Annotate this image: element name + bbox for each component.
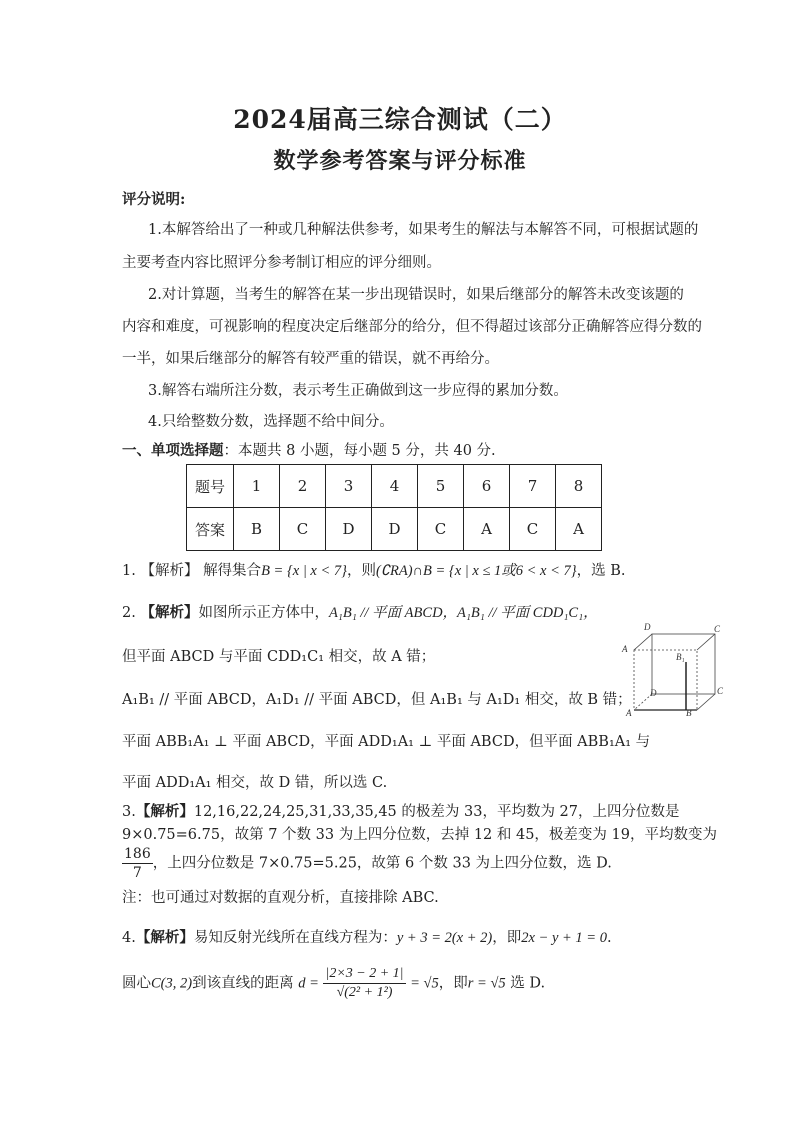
q4-equation-2: 2x − y + 1 = 0: [521, 930, 607, 946]
table-cell-number: 7: [510, 465, 556, 508]
note-2-line-2: 内容和难度，可视影响的程度决定后继部分的给分，但不得超过该部分正确解答应得分数的: [122, 319, 702, 335]
cube-face-front-dashed: [634, 650, 697, 710]
q4-line-2: [122, 965, 545, 1002]
page-subtitle: 数学参考答案与评分标准: [273, 148, 527, 174]
table-header-number: 题号: [187, 465, 234, 508]
table-header-answer: 答案: [187, 508, 234, 551]
cube-label-a: A: [626, 708, 632, 718]
q4-tag: 【解析】: [135, 929, 194, 946]
q1-solution: [122, 561, 625, 581]
q4-line-2-text-a: 圆心: [122, 975, 151, 992]
cube-edge: [697, 634, 715, 650]
q4-d-rhs: = √5: [410, 975, 439, 992]
q4-distance-denominator: √(2² + 1²): [336, 985, 393, 1000]
q3-line-1-text: 12,16,22,24,25,31,33,35,45 的极差为 33，平均数为 27，上四分位数是: [193, 804, 680, 820]
cube-diagram: [620, 622, 730, 722]
answer-table: [186, 464, 602, 551]
q4-r-equation: r = √5: [467, 975, 506, 992]
table-cell-answer: A: [464, 508, 510, 551]
q1-text-3: ，选 B.: [576, 563, 626, 579]
q4-distance-fraction: [323, 965, 405, 1002]
q2-tag: 【解析】: [140, 604, 199, 621]
table-cell-answer: D: [372, 508, 418, 551]
q4-d-lhs: d =: [298, 975, 319, 992]
note-1-line-2: 主要考查内容比照评分参考制订相应的评分细则。: [122, 255, 441, 271]
section-1-heading: [122, 441, 496, 461]
note-2-line-1: 2.对计算题，当考生的解答在某一步出现错误时，如果后继部分的解答未改变该题的: [148, 287, 684, 303]
q3-note: 注：也可通过对数据的直观分析，直接排除 ABC.: [122, 890, 439, 906]
table-cell-answer: C: [510, 508, 556, 551]
table-cell-answer: D: [326, 508, 372, 551]
cube-label-d: D: [650, 688, 657, 698]
q4-center: C(3, 2): [151, 975, 193, 992]
table-cell-number: 6: [464, 465, 510, 508]
cube-label-c1: C: [714, 624, 721, 634]
q3-line-2: 9×0.75=6.75，故第 7 个数 33 为上四分位数，去掉 12 和 45，极差变为 19，平均数变为: [122, 827, 717, 843]
q1-tag: 【解析】: [140, 563, 199, 579]
cube-label-a1: A: [622, 644, 628, 654]
cube-face-back: [652, 634, 715, 694]
table-cell-answer: B: [234, 508, 280, 551]
answer-table-row-answers: [187, 508, 602, 551]
table-cell-number: 8: [556, 465, 602, 508]
q4-number: 4.: [122, 930, 136, 946]
cube-figure: [620, 622, 730, 722]
q1-set-b: B = {x | x < 7}: [261, 563, 347, 579]
cube-label-b: B: [686, 708, 692, 718]
q3-line-3: [122, 845, 612, 882]
q2-line-1-math: A₁B₁ // 平面 ABCD，A₁B₁ // 平面 CDD₁C₁，: [328, 605, 598, 621]
note-3: 3.解答右端所注分数，表示考生正确做到这一步应得的累加分数。: [148, 383, 568, 399]
table-cell-answer: A: [556, 508, 602, 551]
q4-line-2-text-c: ，即: [438, 975, 468, 992]
note-2-line-3: 一半，如果后继部分的解答有较严重的错误，就不再给分。: [122, 351, 499, 367]
cube-edge: [697, 694, 715, 710]
q2-line-5: 平面 ADD₁A₁ 相交，故 D 错，所以选 C.: [122, 775, 388, 791]
table-cell-number: 3: [326, 465, 372, 508]
cube-label-b1: B₁: [676, 652, 685, 662]
q3-fraction-denominator: 7: [132, 865, 142, 881]
table-cell-number: 5: [418, 465, 464, 508]
cube-label-d1: D: [644, 622, 651, 632]
q2-line-1-text: 如图所示正方体中，: [198, 605, 329, 621]
q3-line-3-text: ，上四分位数是 7×0.75=5.25，故第 6 个数 33 为上四分位数，选 D.: [152, 855, 612, 872]
q4-line-1-text-a: 易知反射光线所在直线方程为：: [193, 930, 397, 946]
q4-line-2-text-b: 到该直线的距离: [192, 975, 294, 992]
q3-fraction: [122, 845, 153, 882]
q1-text-2: ，则: [346, 563, 376, 579]
table-cell-number: 2: [280, 465, 326, 508]
note-4: 4.只给整数分数，选择题不给中间分。: [148, 414, 394, 430]
cube-edge: [634, 634, 652, 650]
section-1-desc: ：本题共 8 小题，每小题 5 分，共 40 分.: [223, 443, 496, 459]
q2-line-3: A₁B₁ // 平面 ABCD，A₁D₁ // 平面 ABCD，但 A₁B₁ 与 A₁D₁ 相交，故 B 错；: [122, 692, 632, 708]
q2-line-2: 但平面 ABCD 与平面 CDD₁C₁ 相交，故 A 错；: [122, 649, 436, 665]
q1-text-1: 解得集合: [203, 563, 262, 579]
section-1-title: 一、单项选择题: [122, 442, 224, 459]
q3-fraction-numerator: 186: [124, 846, 151, 862]
answer-table-row-numbers: [187, 465, 602, 508]
q3-line-1: [122, 802, 680, 822]
q4-line-1: [122, 928, 612, 948]
q1-number: 1.: [122, 563, 136, 579]
q3-number: 3.: [122, 804, 136, 820]
notes-heading: 评分说明:: [122, 191, 186, 208]
table-cell-number: 4: [372, 465, 418, 508]
q3-tag: 【解析】: [135, 803, 194, 820]
q4-line-1-text-b: ，即: [492, 930, 522, 946]
table-cell-number: 1: [234, 465, 280, 508]
table-cell-answer: C: [280, 508, 326, 551]
q2-line-1: [122, 603, 598, 623]
q4-line-1-text-c: .: [606, 930, 612, 946]
q1-expression: (∁RA)∩B = {x | x ≤ 1或6 < x < 7}: [375, 563, 577, 579]
cube-label-c: C: [717, 686, 724, 696]
q4-distance-numerator: |2×3 − 2 + 1|: [323, 965, 405, 984]
table-cell-answer: C: [418, 508, 464, 551]
note-1-line-1: 1.本解答给出了一种或几种解法供参考，如果考生的解法与本解答不同，可根据试题的: [148, 222, 699, 238]
q4-equation-1: y + 3 = 2(x + 2): [396, 930, 493, 946]
page-title: 2024届高三综合测试（二）: [233, 105, 567, 134]
q2-line-4: 平面 ABB₁A₁ ⊥ 平面 ABCD，平面 ADD₁A₁ ⊥ 平面 ABCD，但平面 ABB₁A₁ 与: [122, 734, 651, 750]
q2-number: 2.: [122, 605, 136, 621]
q4-line-2-text-d: 选 D.: [510, 975, 546, 992]
